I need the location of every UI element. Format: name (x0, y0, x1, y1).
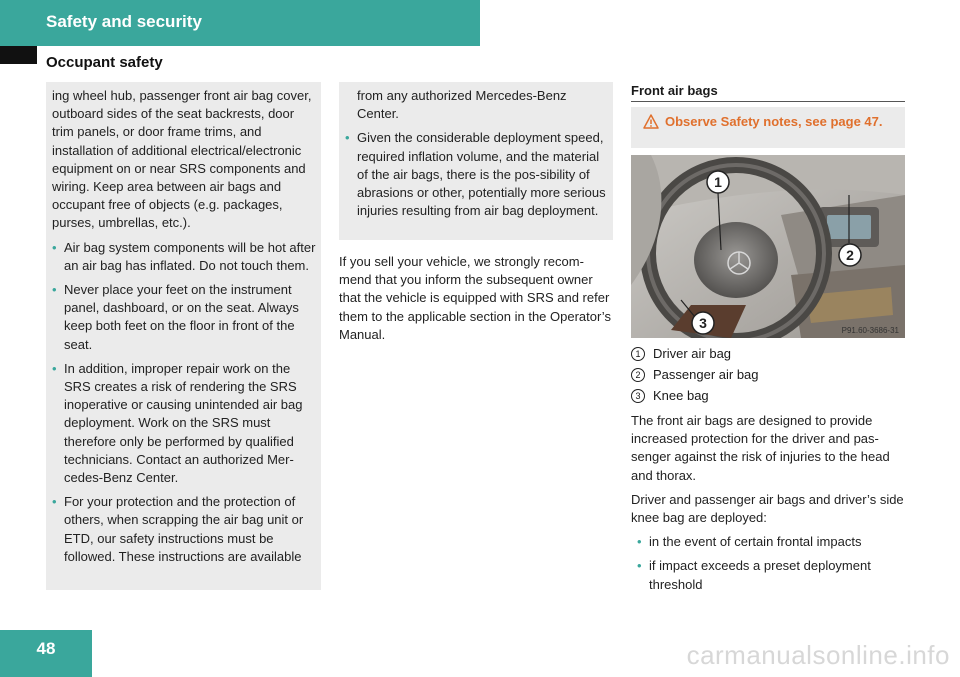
section-header-bar (0, 0, 480, 46)
corner-marker (0, 46, 37, 64)
list-item: • Never place your feet on the instrument panel, dashboard, or on the seat. Always keep both feet on the floor in front of the seat. (52, 281, 316, 354)
list-item: • in the event of certain frontal impacts (637, 533, 909, 551)
legend-item (631, 345, 911, 363)
list-item: • Air bag system components will be hot after an air bag has inflated. Do not touch them. (52, 239, 316, 275)
legend-label: Passenger air bag (653, 367, 759, 382)
warning-triangle-icon (643, 114, 659, 129)
callout-1 (707, 171, 729, 193)
warning-box (631, 107, 905, 148)
callout-3 (692, 312, 714, 334)
legend-number: 1 (631, 347, 645, 361)
column-middle-box (345, 87, 608, 226)
section-title: Safety and security (46, 12, 202, 31)
list-item: • In addition, improper repair work on the SRS creates a risk of rendering the SRS inoperative or causing unintended air bag deployment. Work on the SRS must therefore only be performed by qualified technicians. Contact an authorized Mer-cedes-Benz Center. (52, 360, 316, 487)
photo-code: P91.60-3686-31 (841, 326, 899, 335)
legend-label: Knee bag (653, 388, 709, 403)
continued-text: from any authorized Mercedes-Benz Center. (357, 88, 567, 122)
list-item: • For your protection and the protection of others, when scrapping the air bag unit or ETD, our safety instructions must be followed. These instructions are available (52, 493, 316, 566)
warning-text: Observe Safety notes, see page 47. (665, 114, 883, 129)
deployment-paragraph: Driver and passenger air bags and driver’s side knee bag are deployed: (631, 491, 904, 526)
column-right (631, 412, 909, 600)
svg-text:1: 1 (714, 174, 722, 190)
list-item: • Given the considerable deployment speed, required inflation volume, and the material of the air bags, there is the pos-sibility of abrasions or other, potentially more serious injuries resulting from air bag deployment. (345, 129, 608, 220)
watermark: carmanualsonline.info (686, 640, 950, 670)
front-airbag-photo (631, 155, 905, 338)
list-item: • if impact exceeds a preset deployment threshold (637, 557, 909, 593)
legend-number: 3 (631, 389, 645, 403)
page-number: 48 (0, 630, 92, 677)
continued-text: ing wheel hub, passenger front air bag cover, outboard sides of the seat backrests, door trim panels, or door frame trims, and installation of additional electrical/electronic equipment on or near SRS components and wiring. Keep area between air bags and occupant free of objects (e.g. packages, purses, umbrellas, etc.). (52, 88, 312, 231)
front-airbag-paragraph: The front air bags are designed to provide increased protection for the driver and pas-senger against the risk of injuries to the head and thorax. (631, 413, 890, 483)
page-subtitle: Occupant safety (46, 54, 163, 71)
resale-paragraph: If you sell your vehicle, we strongly recom-mend that you inform the subsequent owner that the vehicle is equipped with SRS and refer them to the applicable section in the Operator’s Manual. (339, 254, 611, 342)
legend-item (631, 366, 911, 384)
photo-legend (631, 345, 911, 408)
column-middle (339, 253, 615, 350)
legend-label: Driver air bag (653, 346, 732, 361)
svg-text:2: 2 (846, 247, 854, 263)
callout-2 (839, 244, 861, 266)
legend-item (631, 387, 911, 405)
svg-text:3: 3 (699, 315, 707, 331)
column-left (52, 87, 316, 572)
legend-number: 2 (631, 368, 645, 382)
front-air-bags-heading: Front air bags (631, 83, 905, 102)
